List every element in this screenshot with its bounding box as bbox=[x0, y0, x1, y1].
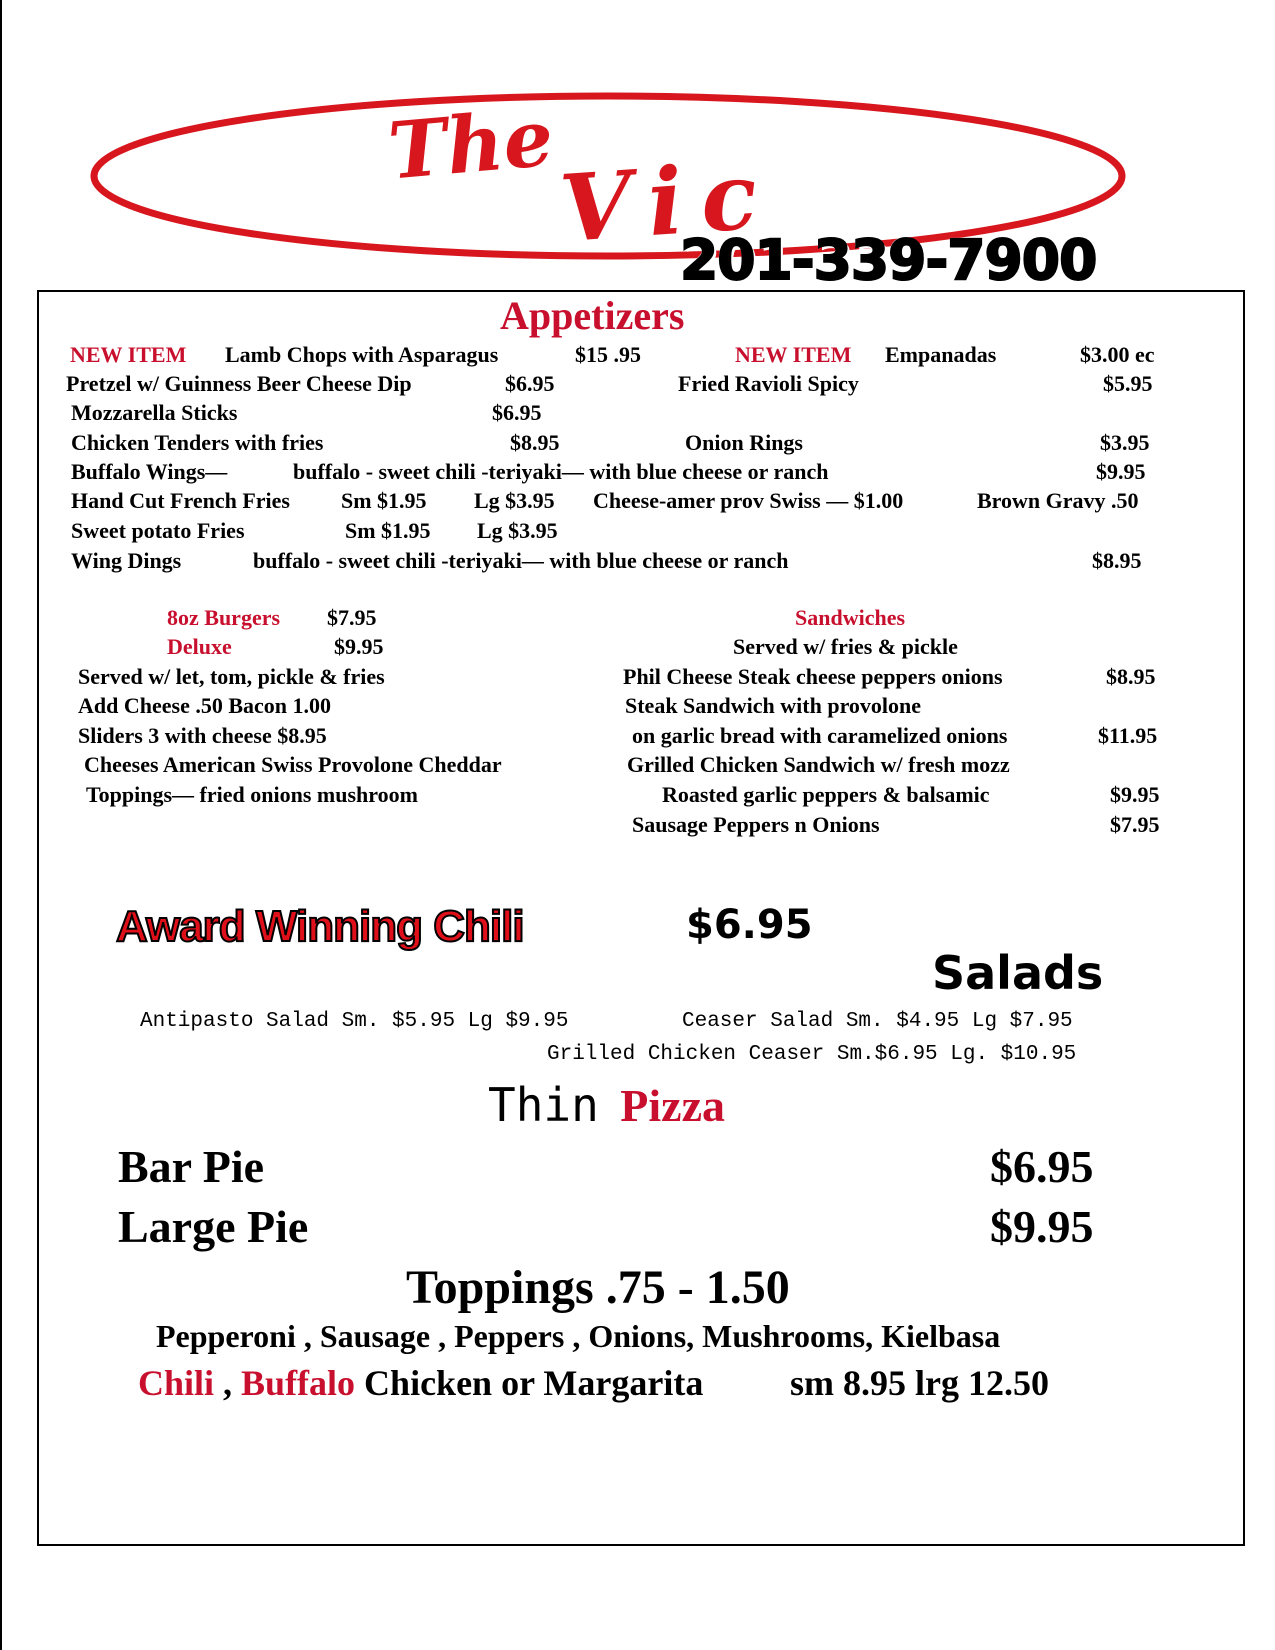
sandwich-row bbox=[0, 810, 1275, 840]
appetizer-price: $8.95 bbox=[510, 430, 560, 455]
burgers-text: Sliders 3 with cheese $8.95 bbox=[78, 723, 327, 748]
sandwich-price: $9.95 bbox=[1110, 782, 1160, 807]
specialty-pizzas bbox=[138, 1362, 703, 1404]
appetizer-row bbox=[0, 340, 1275, 370]
appetizer-name: Pretzel w/ Guinness Beer Cheese Dip bbox=[66, 371, 412, 396]
sandwiches-title: Sandwiches bbox=[795, 605, 906, 630]
specialty-buffalo: Buffalo bbox=[241, 1363, 356, 1403]
sandwich-price: $11.95 bbox=[1098, 723, 1158, 748]
appetizer-name: Buffalo Wings— bbox=[71, 459, 228, 484]
deluxe-price: $9.95 bbox=[334, 634, 384, 659]
sandwich-row bbox=[0, 721, 1275, 751]
appetizer-detail: buffalo - sweet chili -teriyaki— with blue cheese or ranch bbox=[293, 459, 829, 484]
salad-antipasto: Antipasto Salad Sm. $5.95 Lg $9.95 bbox=[140, 1010, 569, 1033]
appetizer-row bbox=[0, 428, 1275, 458]
appetizer-row bbox=[0, 516, 1275, 546]
specialty-prices: sm 8.95 lrg 12.50 bbox=[790, 1363, 1049, 1403]
toppings-title: Toppings .75 - 1.50 bbox=[406, 1261, 790, 1314]
burgers-text: Add Cheese .50 Bacon 1.00 bbox=[78, 693, 332, 718]
bar-pie-label: Bar Pie bbox=[118, 1141, 265, 1192]
sandwich-name: Grilled Chicken Sandwich w/ fresh mozz bbox=[627, 752, 1010, 777]
appetizer-addon: Brown Gravy .50 bbox=[977, 488, 1139, 513]
appetizer-row bbox=[0, 486, 1275, 516]
appetizer-price: $6.95 bbox=[492, 400, 542, 425]
bar-pie-price: $6.95 bbox=[990, 1141, 1094, 1192]
sandwich-price: $8.95 bbox=[1106, 664, 1156, 689]
appetizer-addon: Cheese-amer prov Swiss — $1.00 bbox=[593, 488, 904, 513]
appetizers-title: Appetizers bbox=[500, 293, 685, 338]
logo-vic-text: Vic bbox=[556, 140, 779, 264]
appetizer-price: $5.95 bbox=[1103, 371, 1153, 396]
pizza-title bbox=[488, 1078, 725, 1132]
specialty-rest: Chicken or Margarita bbox=[355, 1363, 704, 1403]
appetizer-price: $3.95 bbox=[1100, 430, 1150, 455]
appetizer-price: $8.95 bbox=[1092, 548, 1142, 573]
sandwich-name: Phil Cheese Steak cheese peppers onions bbox=[623, 664, 1003, 689]
appetizer-name: Fried Ravioli Spicy bbox=[678, 371, 859, 396]
sandwiches-subtitle bbox=[0, 632, 1275, 662]
sandwich-name: Sausage Peppers n Onions bbox=[632, 812, 880, 837]
logo-the-text: The bbox=[384, 92, 557, 198]
chili-title: Award Winning Chili bbox=[116, 902, 524, 951]
appetizer-row bbox=[0, 457, 1275, 487]
sandwich-name: Steak Sandwich with provolone bbox=[625, 693, 922, 718]
appetizer-price: $3.00 ec bbox=[1080, 342, 1155, 367]
appetizer-row bbox=[0, 398, 1275, 428]
appetizer-name: Sweet potato Fries bbox=[71, 518, 245, 543]
large-pie-label: Large Pie bbox=[118, 1201, 309, 1252]
burgers-text: Toppings— fried onions mushroom bbox=[86, 782, 418, 807]
appetizer-name: Mozzarella Sticks bbox=[71, 400, 238, 425]
burgers-price: $7.95 bbox=[327, 605, 377, 630]
sandwiches-header bbox=[0, 603, 1275, 633]
appetizer-name: Chicken Tenders with fries bbox=[71, 430, 324, 455]
chili-price: $6.95 bbox=[686, 902, 813, 948]
appetizer-large-price: Lg $3.95 bbox=[477, 518, 558, 543]
appetizer-detail: buffalo - sweet chili -teriyaki— with blue cheese or ranch bbox=[253, 548, 789, 573]
salad-grilled-chicken: Grilled Chicken Ceaser Sm.$6.95 Lg. $10.95 bbox=[547, 1043, 1077, 1066]
specialty-separator: , bbox=[214, 1363, 242, 1403]
appetizer-small-price: Sm $1.95 bbox=[345, 518, 431, 543]
appetizer-large-price: Lg $3.95 bbox=[474, 488, 555, 513]
appetizer-name: Hand Cut French Fries bbox=[71, 488, 290, 513]
sandwich-row bbox=[0, 662, 1275, 692]
appetizer-name: Empanadas bbox=[885, 342, 997, 367]
pizza-title-pizza: Pizza bbox=[620, 1080, 725, 1131]
appetizer-name: Onion Rings bbox=[685, 430, 803, 455]
appetizer-price: $9.95 bbox=[1096, 459, 1146, 484]
sandwiches-subtitle-text: Served w/ fries & pickle bbox=[733, 634, 958, 659]
salads-title: Salads bbox=[932, 946, 1104, 1000]
sandwich-name: Roasted garlic peppers & balsamic bbox=[662, 782, 990, 807]
burgers-title: 8oz Burgers bbox=[167, 605, 281, 630]
sandwich-name: on garlic bread with caramelized onions bbox=[632, 723, 1008, 748]
phone-number: 201-339-7900 bbox=[680, 228, 1097, 292]
large-pie-price: $9.95 bbox=[990, 1201, 1094, 1252]
new-item-badge: NEW ITEM bbox=[70, 342, 187, 367]
appetizer-name: Wing Dings bbox=[71, 548, 182, 573]
deluxe-label: Deluxe bbox=[167, 634, 232, 659]
appetizer-price: $15 .95 bbox=[575, 342, 641, 367]
new-item-badge: NEW ITEM bbox=[735, 342, 852, 367]
appetizer-name: Lamb Chops with Asparagus bbox=[225, 342, 499, 367]
salad-ceaser: Ceaser Salad Sm. $4.95 Lg $7.95 bbox=[682, 1010, 1073, 1033]
toppings-list: Pepperoni , Sausage , Peppers , Onions, Mushrooms, Kielbasa bbox=[156, 1318, 1001, 1354]
sandwich-row bbox=[0, 780, 1275, 810]
sandwich-price: $7.95 bbox=[1110, 812, 1160, 837]
appetizer-small-price: Sm $1.95 bbox=[341, 488, 427, 513]
appetizer-row bbox=[0, 546, 1275, 576]
appetizer-row bbox=[0, 369, 1275, 399]
specialty-chili: Chili bbox=[138, 1363, 215, 1403]
pizza-title-thin: Thin bbox=[488, 1078, 599, 1132]
appetizer-price: $6.95 bbox=[505, 371, 555, 396]
burgers-text: Cheeses American Swiss Provolone Cheddar bbox=[84, 752, 502, 777]
sandwich-row bbox=[0, 750, 1275, 780]
burgers-text: Served w/ let, tom, pickle & fries bbox=[78, 664, 385, 689]
sandwich-row bbox=[0, 691, 1275, 721]
